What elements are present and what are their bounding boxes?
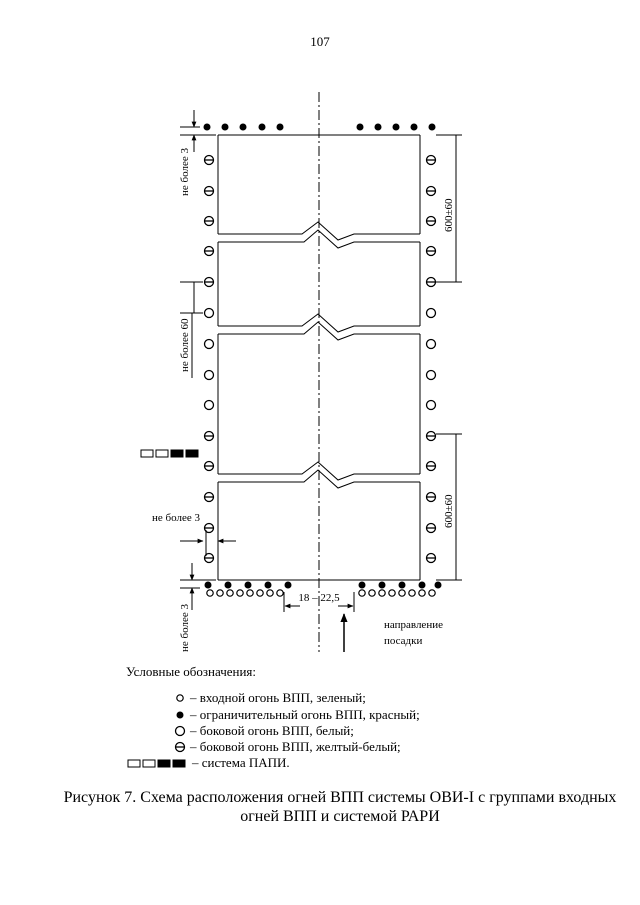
- legend-item-papi: [126, 755, 546, 771]
- legend-text: – входной огонь ВПП, зеленый;: [190, 690, 366, 705]
- legend-text: – система ПАПИ.: [192, 755, 290, 770]
- dimension-top-offset: [180, 110, 216, 152]
- page-number: 107: [310, 34, 330, 49]
- dimension-bottom-offset-label: не более 3: [179, 604, 191, 652]
- legend-text: – боковой огонь ВПП, желтый-белый;: [190, 739, 401, 754]
- legend-item-input-light: [126, 690, 546, 706]
- landing-direction-label-1: направление: [384, 619, 443, 631]
- dimension-threshold-width-label: 18 – 22,5: [298, 592, 340, 604]
- figure-caption: [60, 788, 620, 826]
- caption-line-2: огней ВПП и системой РАРИ: [240, 808, 440, 825]
- legend-item-yellow-edge-light: [126, 739, 546, 755]
- dimension-side-offset: [180, 530, 236, 556]
- landing-direction-label-2: посадки: [384, 635, 423, 647]
- dimension-edge-spacing-label: не более 60: [179, 318, 191, 372]
- caption-line-1: Рисунок 7. Схема расположения огней ВПП системы ОВИ-I с группами входных: [63, 789, 617, 806]
- dimension-600-bottom-label: 600±60: [443, 494, 455, 528]
- dimension-side-offset-label: не более 3: [152, 512, 200, 524]
- edge-lights-left: [205, 156, 214, 563]
- legend-title: Условные обозначения:: [126, 664, 257, 679]
- papi-system: [141, 450, 198, 457]
- edge-lights-right: [427, 156, 436, 563]
- dimension-top-offset-label: не более 3: [179, 148, 191, 196]
- legend-text: – боковой огонь ВПП, белый;: [190, 723, 354, 738]
- legend-item-white-edge-light: [126, 723, 546, 739]
- dimension-600-top-label: 600±60: [443, 198, 455, 232]
- legend-item-stop-light: [126, 707, 546, 723]
- legend-text: – ограничительный огонь ВПП, красный;: [190, 707, 420, 722]
